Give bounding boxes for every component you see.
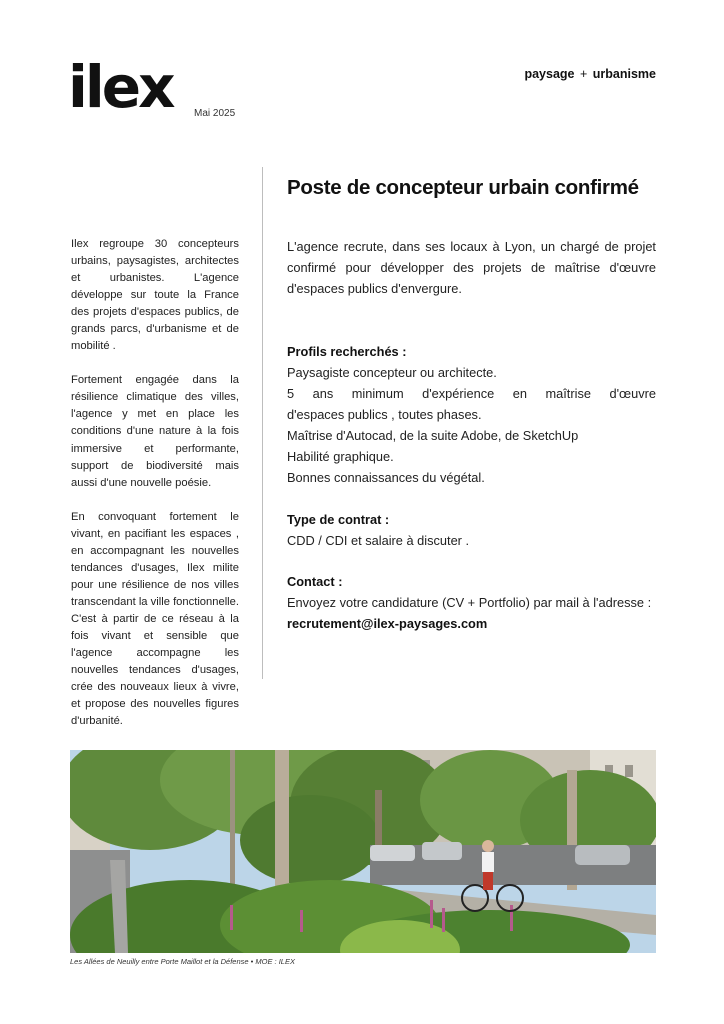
tagline-paysage: paysage bbox=[524, 67, 575, 81]
profil-line: d'espaces publics , toutes phases. bbox=[287, 407, 482, 422]
contrat-text: CDD / CDI et salaire à discuter . bbox=[287, 533, 470, 548]
profil-line: Maîtrise d'Autocad, de la suite Adobe, de SketchUp bbox=[287, 428, 579, 443]
contrat-heading: Type de contrat : bbox=[287, 512, 390, 527]
contact-section bbox=[287, 571, 656, 634]
profils-section bbox=[287, 341, 656, 488]
landscape-photo bbox=[70, 750, 656, 953]
tagline bbox=[524, 67, 656, 81]
publication-date: Mai 2025 bbox=[194, 108, 236, 119]
profil-line: Paysagiste concepteur ou architecte. bbox=[287, 365, 497, 380]
page-title: Poste de concepteur urbain confirmé bbox=[287, 176, 639, 199]
photo-caption: Les Allées de Neuilly entre Porte Maillot et la Défense • MOE : ILEX bbox=[70, 957, 295, 966]
tagline-plus: + bbox=[579, 67, 588, 81]
sidebar-paragraph-climate: Fortement engagée dans la résilience climatique des villes, l'agence y met en place les conditions d'une nature à la fois immersive et performante, support de biodiversité mais aussi d'une nouvelle poésie. bbox=[71, 374, 239, 489]
logo: ilex bbox=[68, 53, 173, 121]
contrat-section bbox=[287, 509, 656, 551]
sidebar-paragraph-intro: Ilex regroupe 30 concepteurs urbains, paysagistes, architectes et urbanistes. L'agence développe sur toute la France des projets d'espaces publics, de grands parcs, d'urbanisme et de mobilité . bbox=[71, 238, 239, 353]
job-intro: L'agence recrute, dans ses locaux à Lyon, un chargé de projet confirmé pour développer des projets de maîtrise d'œuvre d'espaces publics d'envergure. bbox=[287, 239, 656, 296]
tagline-urbanisme: urbanisme bbox=[592, 67, 656, 81]
contact-email-link[interactable]: recrutement@ilex-paysages.com bbox=[287, 616, 488, 631]
contact-heading: Contact : bbox=[287, 574, 343, 589]
profils-heading: Profils recherchés : bbox=[287, 344, 407, 359]
profil-line: 5 ans minimum d'expérience en maîtrise d'œuvre bbox=[287, 386, 656, 401]
profil-line: Habilité graphique. bbox=[287, 449, 394, 464]
sidebar bbox=[71, 236, 239, 747]
column-divider bbox=[262, 167, 263, 679]
contact-text: Envoyez votre candidature (CV + Portfolio) par mail à l'adresse : bbox=[287, 595, 652, 610]
sidebar-paragraph-vivant: En convoquant fortement le vivant, en pacifiant les espaces , en accompagnant les nouvelles tendances d'usages, Ilex milite pour une résilience de nos villes transcendant la ville fonctionnelle. C'est à partir de ce réseau à la fois vivant et sensible que l'agence accompagne les nouvelles tendances d'usages, crée des nouveaux lieux à vivre, et propose des nouvelles figures d'urbanité. bbox=[71, 510, 239, 728]
profil-line: Bonnes connaissances du végétal. bbox=[287, 470, 485, 485]
